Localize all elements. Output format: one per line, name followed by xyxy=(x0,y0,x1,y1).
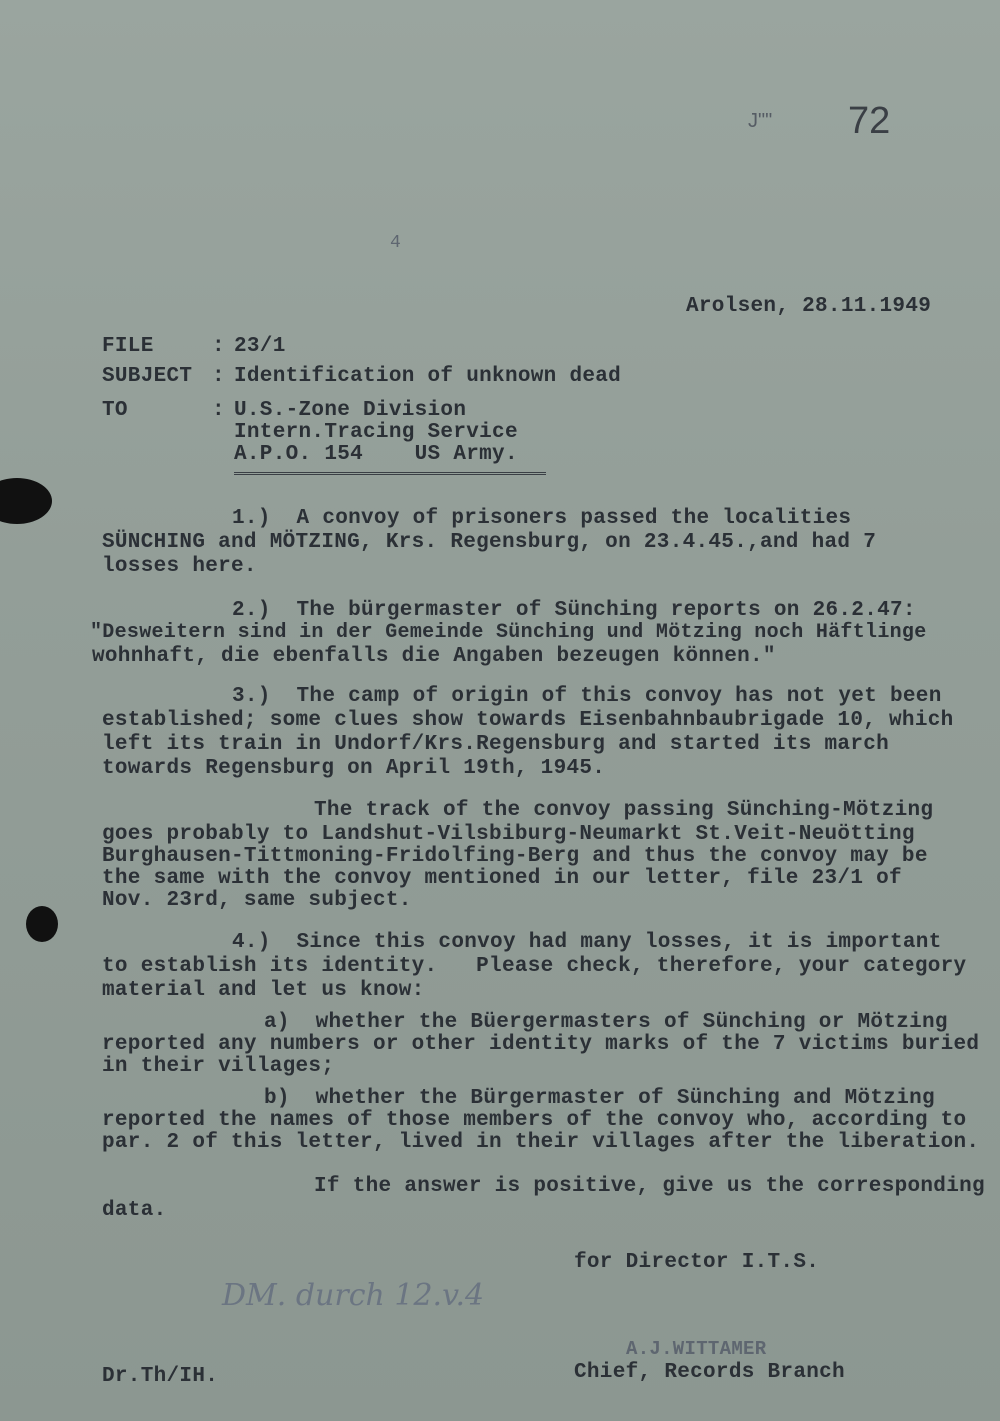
to-separator: : xyxy=(212,399,225,422)
paragraph-5-line: material and let us know: xyxy=(102,979,425,1002)
paragraph-2-line: 2.) The bürgermaster of Sünching reports on 26.2.47: xyxy=(232,599,916,622)
paragraph-4-line: Burghausen-Tittmoning-Fridolfing-Berg and thus the convoy may be xyxy=(102,845,928,868)
paragraph-2-line: "Desweitern sind in der Gemeinde Sünching und Mötzing noch Häftlinge xyxy=(90,621,927,644)
archive-stamp-prefix: J"" xyxy=(748,110,773,132)
underline-rule xyxy=(234,472,546,475)
paragraph-3-line: towards Regensburg on April 19th, 1945. xyxy=(102,757,606,780)
subject-value: Identification of unknown dead xyxy=(234,365,622,388)
place-date: Arolsen, 28.11.1949 xyxy=(686,295,932,318)
paragraph-6-line: in their villages; xyxy=(102,1055,335,1078)
to-label: TO xyxy=(102,399,128,422)
file-value: 23/1 xyxy=(234,335,286,358)
paragraph-6-line: a) whether the Büergermasters of Sünching or Mötzing xyxy=(264,1011,948,1034)
signatory-title: Chief, Records Branch xyxy=(574,1361,845,1384)
punch-hole-top xyxy=(0,478,52,524)
paragraph-5-line: to establish its identity. Please check, therefore, your category xyxy=(102,955,967,978)
typist-initials: Dr.Th/IH. xyxy=(102,1365,219,1388)
paragraph-4-line: goes probably to Landshut-Vilsbiburg-Neumarkt St.Veit-Neuötting xyxy=(102,823,915,846)
to-line: A.P.O. 154 US Army. xyxy=(234,443,518,466)
file-separator: : xyxy=(212,335,225,358)
paragraph-3-line: left its train in Undorf/Krs.Regensburg and started its march xyxy=(102,733,890,756)
to-line: Intern.Tracing Service xyxy=(234,421,518,444)
handwritten-note: DM. durch 12.v.4 xyxy=(222,1278,485,1313)
archive-page-number: 72 xyxy=(848,100,891,142)
paragraph-7-line: b) whether the Bürgermaster of Sünching and Mötzing xyxy=(264,1087,935,1110)
paragraph-7-line: reported the names of those members of the convoy who, according to xyxy=(102,1109,967,1132)
paragraph-8-line: If the answer is positive, give us the corresponding xyxy=(314,1175,985,1198)
paragraph-5-line: 4.) Since this convoy had many losses, it is important xyxy=(232,931,942,954)
paragraph-4-line: The track of the convoy passing Sünching-Mötzing xyxy=(314,799,934,822)
paragraph-4-line: Nov. 23rd, same subject. xyxy=(102,889,412,912)
paragraph-8-line: data. xyxy=(102,1199,167,1222)
paragraph-7-line: par. 2 of this letter, lived in their villages after the liberation. xyxy=(102,1131,980,1154)
paragraph-2-line: wohnhaft, die ebenfalls die Angaben bezeugen können." xyxy=(92,645,776,668)
subject-separator: : xyxy=(212,365,225,388)
subject-label: SUBJECT xyxy=(102,365,193,388)
page-mark: 4 xyxy=(390,233,402,253)
for-director-line: for Director I.T.S. xyxy=(574,1251,820,1274)
paragraph-1-line: 1.) A convoy of prisoners passed the localities xyxy=(232,507,852,530)
paragraph-3-line: established; some clues show towards Eisenbahnbaubrigade 10, which xyxy=(102,709,954,732)
file-label: FILE xyxy=(102,335,154,358)
signatory-name: A.J.WITTAMER xyxy=(626,1338,767,1360)
to-line: U.S.-Zone Division xyxy=(234,399,467,422)
paragraph-4-line: the same with the convoy mentioned in our letter, file 23/1 of xyxy=(102,867,902,890)
paragraph-6-line: reported any numbers or other identity marks of the 7 victims buried xyxy=(102,1033,980,1056)
paragraph-1-line: losses here. xyxy=(102,555,257,578)
paragraph-1-line: SÜNCHING and MÖTZING, Krs. Regensburg, on 23.4.45.,and had 7 xyxy=(102,531,877,554)
paragraph-3-line: 3.) The camp of origin of this convoy has not yet been xyxy=(232,685,942,708)
punch-hole-bottom xyxy=(26,906,58,942)
